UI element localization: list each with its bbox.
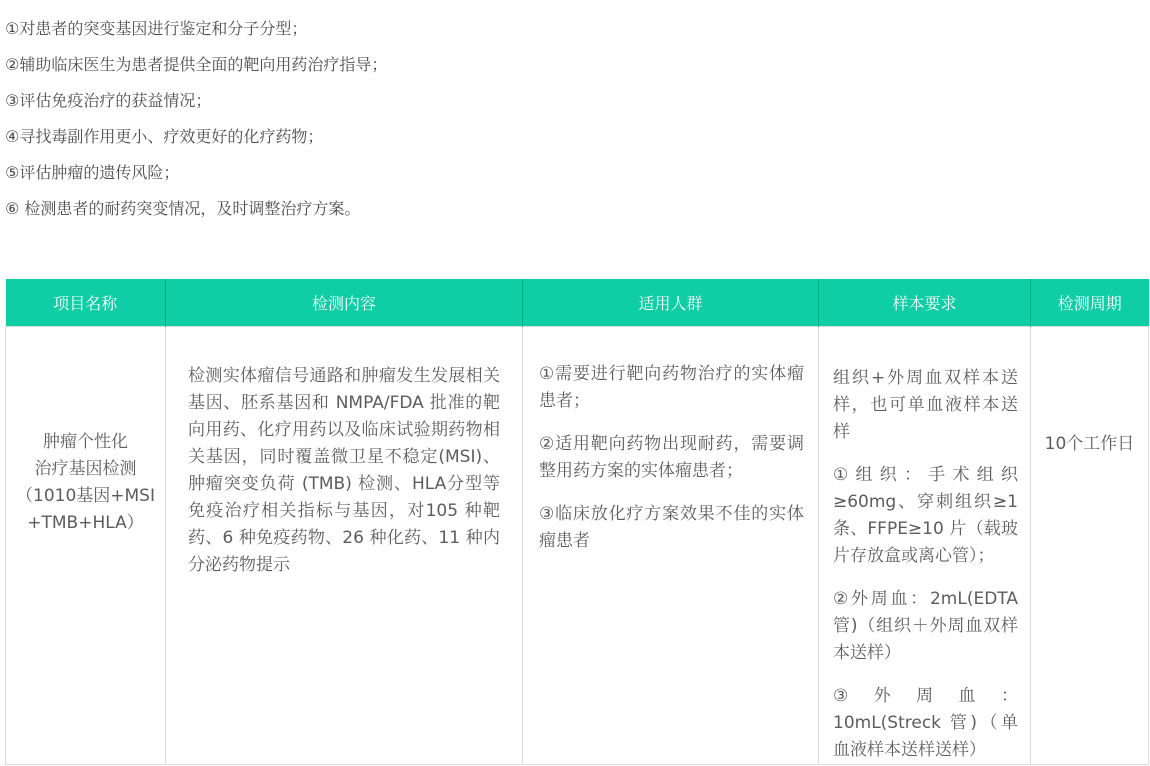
population-item: ③临床放化疗方案效果不佳的实体瘤患者: [539, 504, 804, 551]
sample-item: ①组织：手术组织≥60mg、穿刺组织≥1 条、FFPE≥10 片（载玻片存放盒或离心管）；: [833, 465, 1018, 566]
population-item: ②适用靶向药物出现耐药，需要调整用药方案的实体瘤患者；: [539, 434, 804, 481]
sample-item: ③外周血：10mL(Streck 管)（单血液样本送样送样）: [833, 686, 1018, 760]
intro-list: [5, 11, 1150, 227]
turnaround-value: 10个工作日: [1044, 434, 1135, 454]
test-content-text: 检测实体瘤信号通路和肿瘤发生发展相关基因、胚系基因和 NMPA/FDA 批准的靶向用药、化疗用药以及临床试验期药物相关基因，同时覆盖微卫星不稳定(MSI)、肿瘤突变负荷 (TMB) 检测、HLA分型等免疫治疗相关指标与基因，对105 种靶药、6 种免疫药物、26 种化药、11 种内分泌药物提示: [188, 366, 500, 575]
cell-test-content: [166, 327, 523, 765]
intro-item-3: ③评估免疫治疗的获益情况；: [5, 91, 212, 110]
column-header-turnaround: 检测周期: [1031, 279, 1149, 327]
project-name-line: +TMB+HLA）: [27, 513, 144, 533]
sample-item: ②外周血：2mL(EDTA 管)（组织＋外周血双样本送样）: [833, 589, 1018, 663]
table-row: [6, 327, 1149, 765]
cell-project-name: [6, 327, 166, 765]
column-header-test-content: 检测内容: [166, 279, 523, 327]
cell-sample-requirements: [819, 327, 1031, 765]
intro-item-1: ①对患者的突变基因进行鉴定和分子分型；: [5, 19, 308, 38]
intro-item-5: ⑤评估肿瘤的遗传风险；: [5, 163, 180, 182]
project-name-line: （1010基因+MSI: [16, 486, 155, 506]
column-header-project-name: 项目名称: [6, 279, 166, 327]
column-header-sample-requirements: 样本要求: [819, 279, 1031, 327]
sample-item: 组织+外周血双样本送样，也可单血液样本送样: [833, 368, 1018, 442]
cell-population: [523, 327, 819, 765]
column-header-population: 适用人群: [523, 279, 819, 327]
test-info-table: [5, 279, 1149, 765]
intro-item-4: ④寻找毒副作用更小、疗效更好的化疗药物；: [5, 127, 324, 146]
project-name-line: 治疗基因检测: [34, 459, 137, 479]
population-item: ①需要进行靶向药物治疗的实体瘤患者；: [539, 364, 804, 411]
intro-item-6: ⑥ 检测患者的耐药突变情况，及时调整治疗方案。: [5, 199, 361, 218]
intro-item-2: ②辅助临床医生为患者提供全面的靶向用药治疗指导；: [5, 55, 388, 74]
table-header: [6, 279, 1149, 327]
project-name-line: 肿瘤个性化: [43, 432, 128, 452]
cell-turnaround: [1031, 327, 1149, 765]
